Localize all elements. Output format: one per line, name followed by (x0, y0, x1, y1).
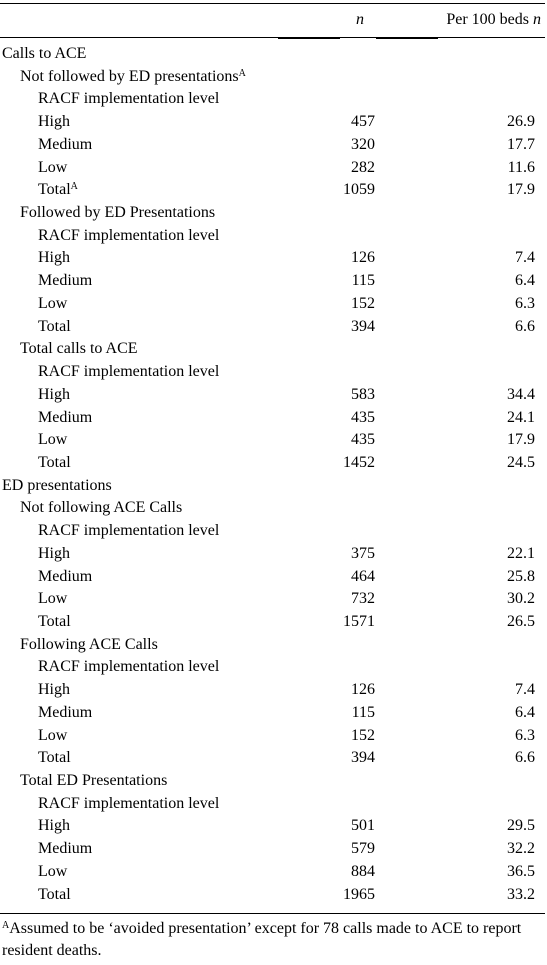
row-label-text: Low (38, 158, 68, 176)
row-label-text: Total calls to ACE (20, 340, 138, 358)
table-row (0, 88, 547, 111)
table-row (0, 884, 547, 907)
cell-n: 457 (351, 113, 375, 131)
table-row (0, 338, 547, 361)
row-label (20, 770, 167, 793)
cell-n: 375 (351, 544, 375, 562)
table-row (0, 747, 547, 770)
row-label-text: Total (38, 885, 71, 903)
table-row (0, 452, 547, 475)
row-label-text: Low (38, 590, 68, 608)
cell-per-100-beds: 6.6 (515, 749, 535, 767)
row-label (20, 66, 246, 89)
row-label (38, 702, 92, 725)
cell-per-100-beds: 17.9 (507, 431, 535, 449)
table-row (0, 475, 547, 498)
cell-n: 732 (351, 590, 375, 608)
cell-per-100-beds: 26.5 (507, 612, 535, 630)
row-label-text: Total (38, 612, 71, 630)
table-row (0, 588, 547, 611)
header-rule (0, 37, 545, 38)
table-row (0, 497, 547, 520)
row-label (38, 793, 219, 816)
row-label-text: Low (38, 431, 68, 449)
table-row (0, 202, 547, 225)
column-header-per-italic: n (533, 11, 541, 28)
header-underline-segment (278, 37, 340, 39)
footnote-text: Assumed to be ‘avoided presentation’ except for 78 calls made to ACE to report resident deaths. (2, 920, 522, 959)
row-label (38, 179, 78, 202)
row-label (38, 588, 67, 611)
table-row (0, 111, 547, 134)
row-label-text: RACF implementation level (38, 658, 220, 676)
table-row (0, 361, 547, 384)
row-label-text: Total (38, 749, 71, 767)
row-label-text: Total (38, 453, 71, 471)
row-label-text: Medium (38, 703, 93, 721)
row-label (20, 202, 215, 225)
row-label-text: Not followed by ED presentations (20, 67, 239, 85)
column-header-n: n (356, 11, 364, 28)
row-label-text: Calls to ACE (2, 45, 87, 62)
table-row (0, 566, 547, 589)
cell-n: 1571 (343, 612, 375, 630)
row-label-text: RACF implementation level (38, 794, 220, 812)
top-rule (0, 3, 545, 4)
cell-n: 152 (351, 294, 375, 312)
cell-per-100-beds: 36.5 (507, 862, 535, 880)
row-label-text: RACF implementation level (38, 522, 220, 540)
row-label-text: Total (38, 317, 71, 335)
row-label-text: Medium (38, 408, 93, 426)
row-label (38, 747, 71, 770)
row-label-text: High (38, 249, 70, 267)
row-label-text: RACF implementation level (38, 226, 220, 244)
table-row (0, 520, 547, 543)
cell-n: 579 (351, 840, 375, 858)
cell-per-100-beds: 6.3 (515, 294, 535, 312)
table-row (0, 702, 547, 725)
row-label-text: Following ACE Calls (20, 635, 158, 653)
table-row (0, 225, 547, 248)
cell-n: 115 (351, 703, 375, 721)
cell-per-100-beds: 6.4 (515, 272, 535, 290)
cell-per-100-beds: 17.7 (507, 135, 535, 153)
cell-per-100-beds: 11.6 (507, 158, 535, 176)
cell-n: 884 (351, 862, 375, 880)
table-row (0, 66, 547, 89)
table-row (0, 179, 547, 202)
row-label-text: RACF implementation level (38, 90, 220, 108)
cell-n: 394 (351, 749, 375, 767)
row-label-superscript: A (70, 181, 78, 193)
cell-n: 152 (351, 726, 375, 744)
row-label (38, 679, 70, 702)
row-label (38, 815, 70, 838)
bottom-rule (0, 913, 545, 914)
table-row (0, 270, 547, 293)
table-row (0, 611, 547, 634)
table-row (0, 861, 547, 884)
table-row (0, 316, 547, 339)
row-label-text: Not following ACE Calls (20, 499, 183, 517)
cell-per-100-beds: 6.4 (515, 703, 535, 721)
cell-n: 435 (351, 431, 375, 449)
row-label-text: RACF implementation level (38, 363, 220, 381)
row-label-text: Followed by ED Presentations (20, 204, 216, 222)
cell-n: 1965 (343, 885, 375, 903)
row-label-text: High (38, 544, 70, 562)
table-row (0, 429, 547, 452)
row-label-text: Medium (38, 840, 93, 858)
row-label-text: Total ED Presentations (20, 772, 168, 789)
row-label (38, 316, 71, 339)
row-label (38, 270, 92, 293)
table-row (0, 134, 547, 157)
row-label-text: Medium (38, 567, 93, 585)
row-label-text: Total (38, 181, 71, 199)
cell-per-100-beds: 33.2 (507, 885, 535, 903)
row-label (38, 429, 67, 452)
cell-per-100-beds: 25.8 (507, 567, 535, 585)
cell-per-100-beds: 34.4 (507, 385, 535, 403)
table-row (0, 384, 547, 407)
row-label (38, 725, 67, 748)
table-footnote (2, 918, 542, 962)
table-row (0, 247, 547, 270)
cell-per-100-beds: 29.5 (507, 817, 535, 835)
cell-n: 320 (351, 135, 375, 153)
cell-per-100-beds: 24.5 (507, 453, 535, 471)
table-row (0, 407, 547, 430)
row-label (38, 88, 219, 111)
row-label (38, 157, 67, 180)
row-label (38, 543, 70, 566)
row-label (38, 293, 67, 316)
row-label-text: High (38, 385, 70, 403)
cell-per-100-beds: 24.1 (507, 408, 535, 426)
row-label-text: Low (38, 726, 68, 744)
table-row (0, 770, 547, 793)
cell-n: 126 (351, 249, 375, 267)
row-label-text: ED presentations (2, 476, 112, 494)
row-label (38, 611, 71, 634)
row-label-text: Medium (38, 272, 93, 290)
row-label (20, 338, 138, 361)
row-label (38, 384, 70, 407)
cell-per-100-beds: 17.9 (507, 181, 535, 199)
row-label (38, 225, 219, 248)
cell-per-100-beds: 7.4 (515, 681, 535, 699)
row-label-text: Medium (38, 135, 93, 153)
row-label-superscript: A (238, 67, 246, 79)
cell-per-100-beds: 7.4 (515, 249, 535, 267)
row-label (20, 497, 182, 520)
cell-n: 501 (351, 817, 375, 835)
row-label-text: High (38, 681, 70, 699)
row-label (38, 884, 71, 907)
cell-n: 282 (351, 158, 375, 176)
table-row (0, 793, 547, 816)
row-label (20, 634, 158, 657)
row-label-text: Low (38, 862, 68, 880)
cell-n: 583 (351, 385, 375, 403)
table-row (0, 157, 547, 180)
cell-n: 464 (351, 567, 375, 585)
row-label (38, 566, 92, 589)
column-header-per-prefix: Per 100 beds (446, 11, 533, 28)
table-body (0, 43, 547, 906)
row-label (38, 861, 67, 884)
table-row (0, 634, 547, 657)
cell-per-100-beds: 6.3 (515, 726, 535, 744)
table-row (0, 725, 547, 748)
table-row (0, 679, 547, 702)
row-label (38, 361, 219, 384)
cell-n: 394 (351, 317, 375, 335)
row-label (38, 407, 92, 430)
row-label (38, 452, 71, 475)
cell-n: 1059 (343, 181, 375, 199)
cell-n: 126 (351, 681, 375, 699)
table-row (0, 815, 547, 838)
cell-n: 435 (351, 408, 375, 426)
table-row (0, 293, 547, 316)
row-label (38, 656, 219, 679)
cell-n: 1452 (343, 453, 375, 471)
cell-per-100-beds: 30.2 (507, 590, 535, 608)
row-label-text: Low (38, 294, 68, 312)
table-row (0, 543, 547, 566)
row-label-text: High (38, 113, 70, 131)
row-label (38, 247, 70, 270)
row-label (38, 838, 92, 861)
table-row (0, 656, 547, 679)
row-label-text: High (38, 817, 70, 835)
cell-per-100-beds: 32.2 (507, 840, 535, 858)
cell-n: 115 (351, 272, 375, 290)
cell-per-100-beds: 26.9 (507, 113, 535, 131)
row-label (38, 520, 219, 543)
row-label (38, 111, 70, 134)
footnote-marker: A (2, 920, 10, 931)
header-underline-segment (376, 37, 438, 39)
cell-per-100-beds: 22.1 (507, 544, 535, 562)
table-row (0, 838, 547, 861)
row-label (38, 134, 92, 157)
cell-per-100-beds: 6.6 (515, 317, 535, 335)
row-label (2, 475, 112, 498)
column-header-per-100-beds (446, 9, 541, 31)
row-label (2, 43, 86, 66)
table-row (0, 43, 547, 66)
